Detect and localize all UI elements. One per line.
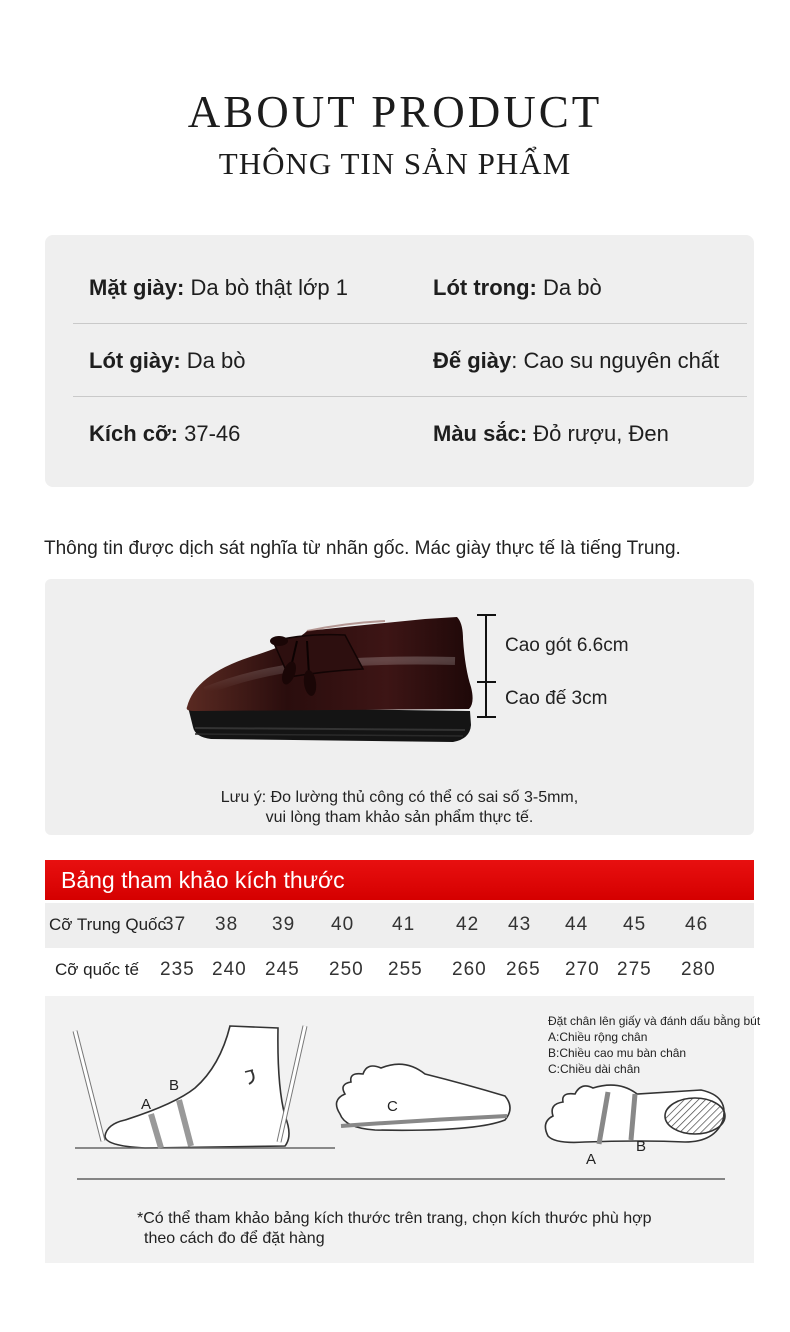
cn-size-label: Cỡ Trung Quốc (49, 915, 166, 934)
spec-value: : Cao su nguyên chất (511, 348, 720, 373)
cn-size-cell: 44 (565, 914, 589, 935)
intl-size-cell: 250 (329, 959, 364, 980)
cn-size-cell: 45 (623, 914, 647, 935)
intl-size-cell: 235 (160, 959, 195, 980)
spec-size (89, 421, 240, 447)
size-chart-header (45, 860, 754, 900)
spec-label: Đế giày (433, 348, 512, 373)
spec-label: Kích cỡ: (89, 421, 178, 446)
instruction-line: Đặt chân lên giấy và đánh dấu bằng bút (548, 1014, 761, 1028)
spec-color (433, 421, 669, 447)
measure-guide-card (45, 996, 761, 1263)
size-row-intl (45, 948, 754, 993)
spec-value: Da bò (180, 348, 246, 373)
intl-size-cell: 255 (388, 959, 423, 980)
spec-label: Lót giày: (89, 348, 181, 373)
spec-upper (89, 275, 348, 301)
intl-size-cell: 280 (681, 959, 716, 980)
title-vietnamese: THÔNG TIN SẢN PHẨM (218, 146, 572, 181)
instruction-line: B:Chiều cao mu bàn chân (548, 1046, 687, 1060)
cn-size-cell: 41 (392, 914, 416, 935)
intl-size-cell: 265 (506, 959, 541, 980)
spec-value: Đỏ rượu, Đen (527, 421, 669, 446)
footnote-line-1: *Có thể tham khảo bảng kích thước trên trang, chọn kích thước phù hợp (137, 1210, 652, 1227)
intl-size-cell: 245 (265, 959, 300, 980)
spec-label: Lót trong: (433, 275, 537, 300)
foot-sole-length-icon (336, 1064, 510, 1130)
intl-size-cell: 275 (617, 959, 652, 980)
sole-height-label: Cao đế 3cm (505, 688, 608, 709)
spec-outsole (433, 348, 719, 374)
label-c: C (387, 1098, 398, 1115)
caution-line-1: Lưu ý: Đo lường thủ công có thể có sai số 3-5mm, (220, 789, 579, 806)
label-b-side: B (169, 1077, 180, 1094)
spec-value: Da bò (536, 275, 602, 300)
foot-side-view-icon (75, 1026, 335, 1148)
cn-size-cell: 46 (685, 914, 709, 935)
label-a-top: A (586, 1151, 597, 1168)
instruction-line: A:Chiều rộng chân (548, 1030, 648, 1044)
caution-line-2: vui lòng tham khảo sản phẩm thực tế. (265, 809, 534, 826)
product-photo-card (45, 579, 754, 835)
intl-size-cell: 240 (212, 959, 247, 980)
intl-size-cell: 270 (565, 959, 600, 980)
label-a-side: A (141, 1096, 152, 1113)
cn-size-cell: 42 (456, 914, 480, 935)
translation-note: Thông tin được dịch sát nghĩa từ nhãn gốc. Mác giày thực tế là tiếng Trung. (44, 538, 681, 559)
spec-row (73, 251, 747, 324)
cn-size-cell: 43 (508, 914, 532, 935)
foot-width-icon (545, 1085, 725, 1144)
cn-size-cell: 37 (163, 914, 187, 935)
spec-inner-lining (433, 275, 602, 301)
spec-value: 37-46 (178, 421, 241, 446)
heel-height-label: Cao gót 6.6cm (505, 635, 629, 656)
spec-value: Da bò thật lớp 1 (184, 275, 348, 300)
intl-size-cell: 260 (452, 959, 487, 980)
spec-row (73, 397, 747, 470)
footnote-line-2: theo cách đo để đặt hàng (144, 1230, 325, 1247)
size-chart-title: Bảng tham khảo kích thước (61, 867, 345, 893)
spec-label: Màu sắc: (433, 421, 528, 446)
cn-size-cell: 40 (331, 914, 355, 935)
size-row-cn (45, 903, 754, 948)
cn-size-cell: 39 (272, 914, 296, 935)
spec-row (73, 324, 747, 397)
spec-card (45, 235, 754, 487)
instruction-line: C:Chiều dài chân (548, 1062, 641, 1076)
title-english: ABOUT PRODUCT (187, 87, 603, 137)
spec-insole (89, 348, 246, 374)
cn-size-cell: 38 (215, 914, 239, 935)
spec-label: Mặt giày: (89, 275, 185, 300)
intl-size-label: Cỡ quốc tế (55, 960, 139, 979)
label-b-top: B (636, 1138, 647, 1155)
